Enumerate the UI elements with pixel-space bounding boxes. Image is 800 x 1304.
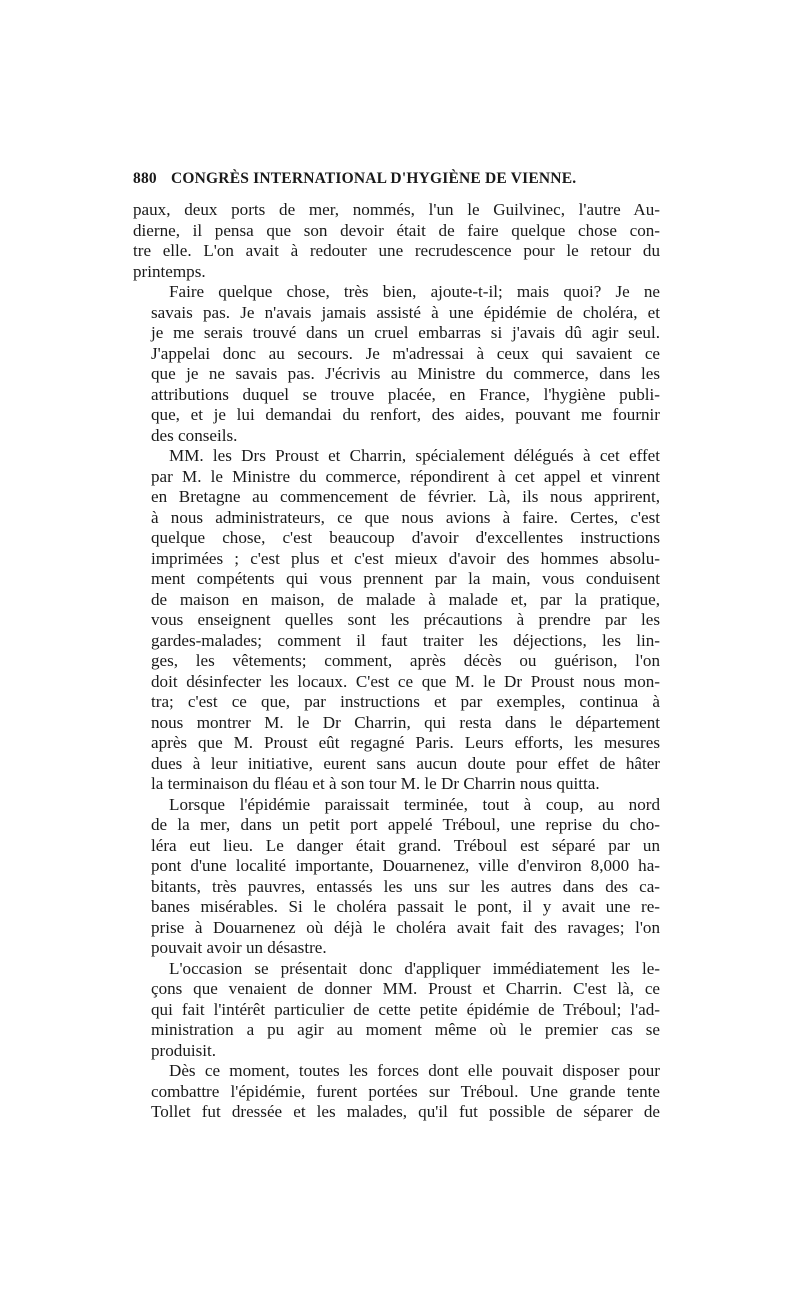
paragraph xyxy=(133,959,660,1062)
text-line: quelque chose, c'est beaucoup d'avoir d'excellentes instructions xyxy=(151,528,660,547)
text-line: que je ne savais pas. J'écrivis au Ministre du commerce, dans les xyxy=(151,364,660,383)
text-line: par M. le Ministre du commerce, répondirent à cet appel et vinrent xyxy=(151,466,660,486)
text-line: de maison en maison, de malade à malade et, par la pratique, xyxy=(151,589,660,609)
text-line: bitants, très pauvres, entassés les uns sur les autres dans des ca- xyxy=(151,876,660,896)
paragraph xyxy=(133,1061,660,1123)
text-line: ministration a pu agir au moment même où le premier cas se xyxy=(151,1020,660,1039)
text-line: attributions duquel se trouve placée, en France, l'hygiène publi- xyxy=(151,384,660,404)
text-line: à nous administrateurs, ce que nous avions à faire. Certes, c'est xyxy=(151,507,660,527)
text-line: de la mer, dans un petit port appelé Tréboul, une reprise du cho- xyxy=(151,815,660,834)
running-header xyxy=(133,170,660,194)
text-line: qui fait l'intérêt particulier de cette petite épidémie de Tréboul; l'ad- xyxy=(151,999,660,1019)
text-line: que, et je lui demandai du renfort, des aides, pouvant me fournir xyxy=(151,405,660,424)
text-line: tre elle. L'on avait à redouter une recrudescence pour le retour du xyxy=(133,241,660,260)
text-line: je me serais trouvé dans un cruel embarras si j'avais dû agir seul. xyxy=(151,323,660,342)
text-line: nous montrer M. le Dr Charrin, qui resta dans le département xyxy=(151,712,660,732)
text-line: MM. les Drs Proust et Charrin, spécialement délégués à cet effet xyxy=(169,446,660,465)
paragraph xyxy=(133,282,660,446)
text-line: prise à Douarnenez où déjà le choléra avait fait des ravages; l'on xyxy=(151,917,660,937)
text-line: ges, les vêtements; comment, après décès ou guérison, l'on xyxy=(151,651,660,670)
text-line: J'appelai donc au secours. Je m'adressai à ceux qui savaient ce xyxy=(151,343,660,363)
text-line: printemps. xyxy=(133,261,206,281)
text-line: paux, deux ports de mer, nommés, l'un le Guilvinec, l'autre Au- xyxy=(133,200,660,219)
text-line: produisit. xyxy=(151,1040,217,1060)
text-line: des conseils. xyxy=(151,425,238,445)
text-line: Faire quelque chose, très bien, ajoute-t-il; mais quoi? Je ne xyxy=(169,282,660,301)
paragraph xyxy=(133,200,660,282)
text-line: après que M. Proust eût regagné Paris. Leurs efforts, les mesures xyxy=(151,733,660,752)
text-line: ment compétents qui vous prennent par la main, vous conduisent xyxy=(151,569,660,588)
text-line: pouvait avoir un désastre. xyxy=(151,938,327,957)
text-line: gardes-malades; comment il faut traiter les déjections, les lin- xyxy=(151,630,660,650)
running-title: CONGRÈS INTERNATIONAL D'HYGIÈNE DE VIENNE. xyxy=(171,170,577,187)
text-line: combattre l'épidémie, furent portées sur Tréboul. Une grande tente xyxy=(151,1081,660,1101)
paragraph xyxy=(133,446,660,795)
text-line: savais pas. Je n'avais jamais assisté à une épidémie de choléra, et xyxy=(151,302,660,322)
text-line: léra eut lieu. Le danger était grand. Tréboul est séparé par un xyxy=(151,835,660,855)
text-line: Dès ce moment, toutes les forces dont elle pouvait disposer pour xyxy=(169,1061,660,1080)
text-line: dierne, il pensa que son devoir était de faire quelque chose con- xyxy=(133,220,660,240)
page-number: 880 xyxy=(133,170,157,187)
text-line: doit désinfecter les locaux. C'est ce que M. le Dr Proust nous mon- xyxy=(151,671,660,691)
text-line: dues à leur initiative, eurent sans aucun doute pour effet de hâter xyxy=(151,753,660,773)
body-text xyxy=(133,200,660,1123)
text-line: la terminaison du fléau et à son tour M. le Dr Charrin nous quitta. xyxy=(151,774,600,793)
text-line: L'occasion se présentait donc d'appliquer immédiatement les le- xyxy=(169,958,660,978)
text-line: imprimées ; c'est plus et c'est mieux d'avoir des hommes absolu- xyxy=(151,548,660,568)
paragraph xyxy=(133,795,660,959)
text-line: vous enseignent quelles sont les précautions à prendre par les xyxy=(151,610,660,629)
text-line: en Bretagne au commencement de février. Là, ils nous apprirent, xyxy=(151,487,660,506)
book-page xyxy=(133,170,660,1123)
text-line: Tollet fut dressée et les malades, qu'il fut possible de séparer de xyxy=(151,1102,660,1121)
text-line: Lorsque l'épidémie paraissait terminée, tout à coup, au nord xyxy=(169,794,660,814)
text-line: banes misérables. Si le choléra passait le pont, il y avait une re- xyxy=(151,897,660,916)
text-line: tra; c'est ce que, par instructions et par exemples, continua à xyxy=(151,692,660,711)
text-line: çons que venaient de donner MM. Proust et Charrin. C'est là, ce xyxy=(151,979,660,998)
text-line: pont d'une localité importante, Douarnenez, ville d'environ 8,000 ha- xyxy=(151,856,660,875)
